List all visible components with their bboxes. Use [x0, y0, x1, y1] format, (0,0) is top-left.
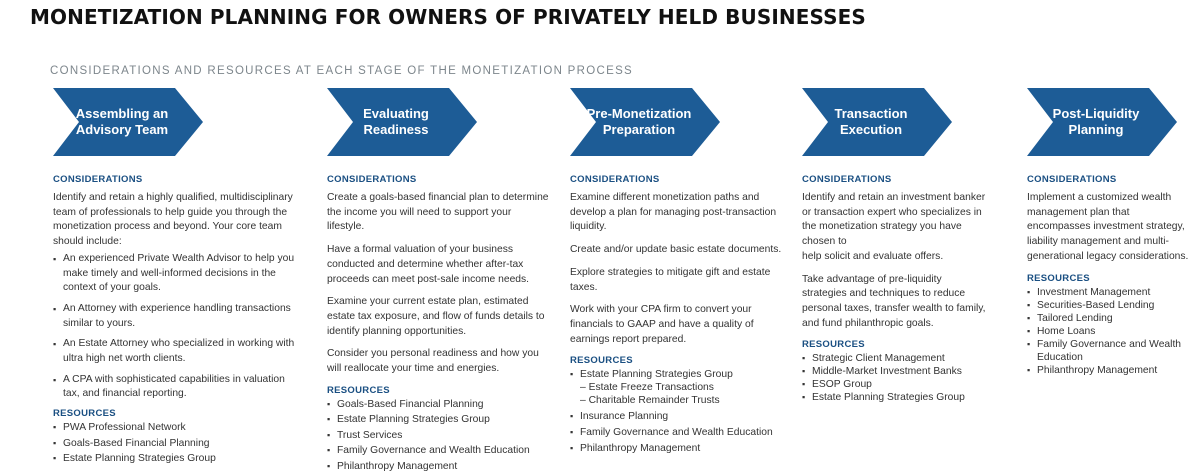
resource-item: ▪ Family Governance and Wealth Education [327, 444, 551, 457]
page-title: MONETIZATION PLANNING FOR OWNERS OF PRIVATELY HELD BUSINESSES [30, 5, 866, 29]
resources-list [570, 368, 782, 455]
resource-item: ▪ Estate Planning Strategies Group [570, 368, 782, 381]
stage-chevron [802, 88, 952, 156]
consideration-text: Take advantage of pre-liquidity strategies and techniques to reduce personal taxes, transfer wealth to family, and fund philanthropic goals. [802, 273, 986, 329]
consideration-text: Identify and retain a highly qualified, multidisciplinary team of professionals to help guide you through the monetization process and beyond. Your core team should include: [53, 192, 293, 248]
resource-item: ▪ Estate Planning Strategies Group [53, 452, 299, 465]
resource-item: ▪ Strategic Client Management [802, 352, 986, 365]
resource-item: ▪ Home Loans [1027, 325, 1191, 338]
resource-item: ▪ Investment Management [1027, 286, 1191, 299]
resource-item: ▪ Philanthropy Management [570, 442, 782, 455]
stage-chevron [53, 88, 203, 156]
resource-item: ▪ Philanthropy Management [327, 460, 551, 473]
consideration-bullet: ▪ A CPA with sophisticated capabilities in valuation tax, and financial reporting. [53, 373, 299, 402]
resource-item: ▪ Securities-Based Lending [1027, 299, 1191, 312]
stage-chevron [1027, 88, 1177, 156]
consideration-text: Consider you personal readiness and how you will reallocate your time and energies. [327, 348, 539, 375]
resources-list [327, 398, 551, 473]
considerations-heading: CONSIDERATIONS [327, 174, 417, 185]
resources-heading: RESOURCES [802, 339, 865, 351]
resource-item: ▪ Estate Planning Strategies Group [327, 413, 551, 426]
stage-chevron [570, 88, 720, 156]
stage-label: Evaluating Readiness [363, 106, 429, 137]
resources-list [802, 352, 986, 404]
consideration-bullet: ▪ An Attorney with experience handling transactions similar to yours. [53, 302, 299, 331]
resource-item: ▪ Insurance Planning [570, 410, 782, 423]
resource-item: ▪ ESOP Group [802, 378, 986, 391]
resource-item: ▪ Middle-Market Investment Banks [802, 365, 986, 378]
considerations-heading: CONSIDERATIONS [570, 174, 660, 185]
stage-transaction-execution [802, 88, 986, 404]
resource-item: ▪ Tailored Lending [1027, 312, 1191, 325]
consideration-text: Identify and retain an investment banker or transaction expert who specializes in the monetization strategy you have chosen to help solicit and evaluate offers. [802, 192, 986, 262]
resources-heading: RESOURCES [1027, 272, 1090, 284]
resources-list [1027, 286, 1191, 377]
resource-item: ▪ Goals-Based Financial Planning [53, 437, 299, 450]
stage-label: Assembling an Advisory Team [75, 106, 169, 137]
stage-chevron [327, 88, 477, 156]
consideration-text: Work with your CPA firm to convert your financials to GAAP and have a quality of earnings report prepared. [570, 304, 754, 345]
considerations-heading: CONSIDERATIONS [802, 174, 892, 185]
resource-item: ▪ Estate Planning Strategies Group [802, 391, 986, 404]
consideration-bullets [53, 252, 299, 402]
consideration-text: Examine your current estate plan, estimated estate tax exposure, and flow of funds details to identify planning opportunities. [327, 296, 545, 337]
stage-post-liquidity-planning [1027, 88, 1191, 377]
stage-assembling-advisory-team [53, 88, 299, 468]
resource-item: ▪ PWA Professional Network [53, 421, 299, 434]
consideration-bullet: ▪ An experienced Private Wealth Advisor to help you make timely and well-informed decisions in the context of your goals. [53, 252, 299, 296]
consideration-text: Implement a customized wealth management plan that encompasses investment strategy, liability management and multi-generational legacy considerations. [1027, 192, 1189, 262]
stage-pre-monetization-preparation [570, 88, 782, 455]
consideration-text: Create a goals-based financial plan to determine the income you will need to support your lifestyle. [327, 192, 549, 233]
stage-label: Pre-Monetization Preparation [586, 106, 692, 137]
page-subtitle: CONSIDERATIONS AND RESOURCES AT EACH STAGE OF THE MONETIZATION PROCESS [50, 65, 634, 77]
resources-heading: RESOURCES [570, 355, 633, 367]
consideration-text: Create and/or update basic estate documents. [570, 244, 782, 256]
resource-item: ▪ Family Governance and Wealth Education [570, 426, 782, 439]
resource-subitem: – Estate Freeze Transactions [580, 382, 714, 394]
stage-label: Transaction Execution [834, 106, 908, 137]
resource-item: ▪ Trust Services [327, 429, 551, 442]
considerations-heading: CONSIDERATIONS [53, 174, 143, 185]
stage-evaluating-readiness [327, 88, 551, 475]
consideration-text: Have a formal valuation of your business conducted and determine whether after-tax proceeds can meet post-sale income needs. [327, 244, 530, 285]
consideration-text: Explore strategies to mitigate gift and estate taxes. [570, 266, 771, 293]
resource-item: ▪ Philanthropy Management [1027, 364, 1191, 377]
consideration-text: Examine different monetization paths and develop a plan for managing post-transaction liquidity. [570, 192, 777, 233]
stage-label: Post-Liquidity Planning [1052, 106, 1140, 137]
resource-item: ▪ Goals-Based Financial Planning [327, 398, 551, 411]
resource-subitem: – Charitable Remainder Trusts [580, 395, 720, 407]
resource-item: ▪ Family Governance and Wealth Education [1027, 338, 1191, 364]
consideration-bullet: ▪ An Estate Attorney who specialized in working with ultra high net worth clients. [53, 337, 299, 366]
resources-heading: RESOURCES [53, 408, 116, 420]
resources-heading: RESOURCES [327, 384, 390, 396]
considerations-heading: CONSIDERATIONS [1027, 174, 1117, 185]
